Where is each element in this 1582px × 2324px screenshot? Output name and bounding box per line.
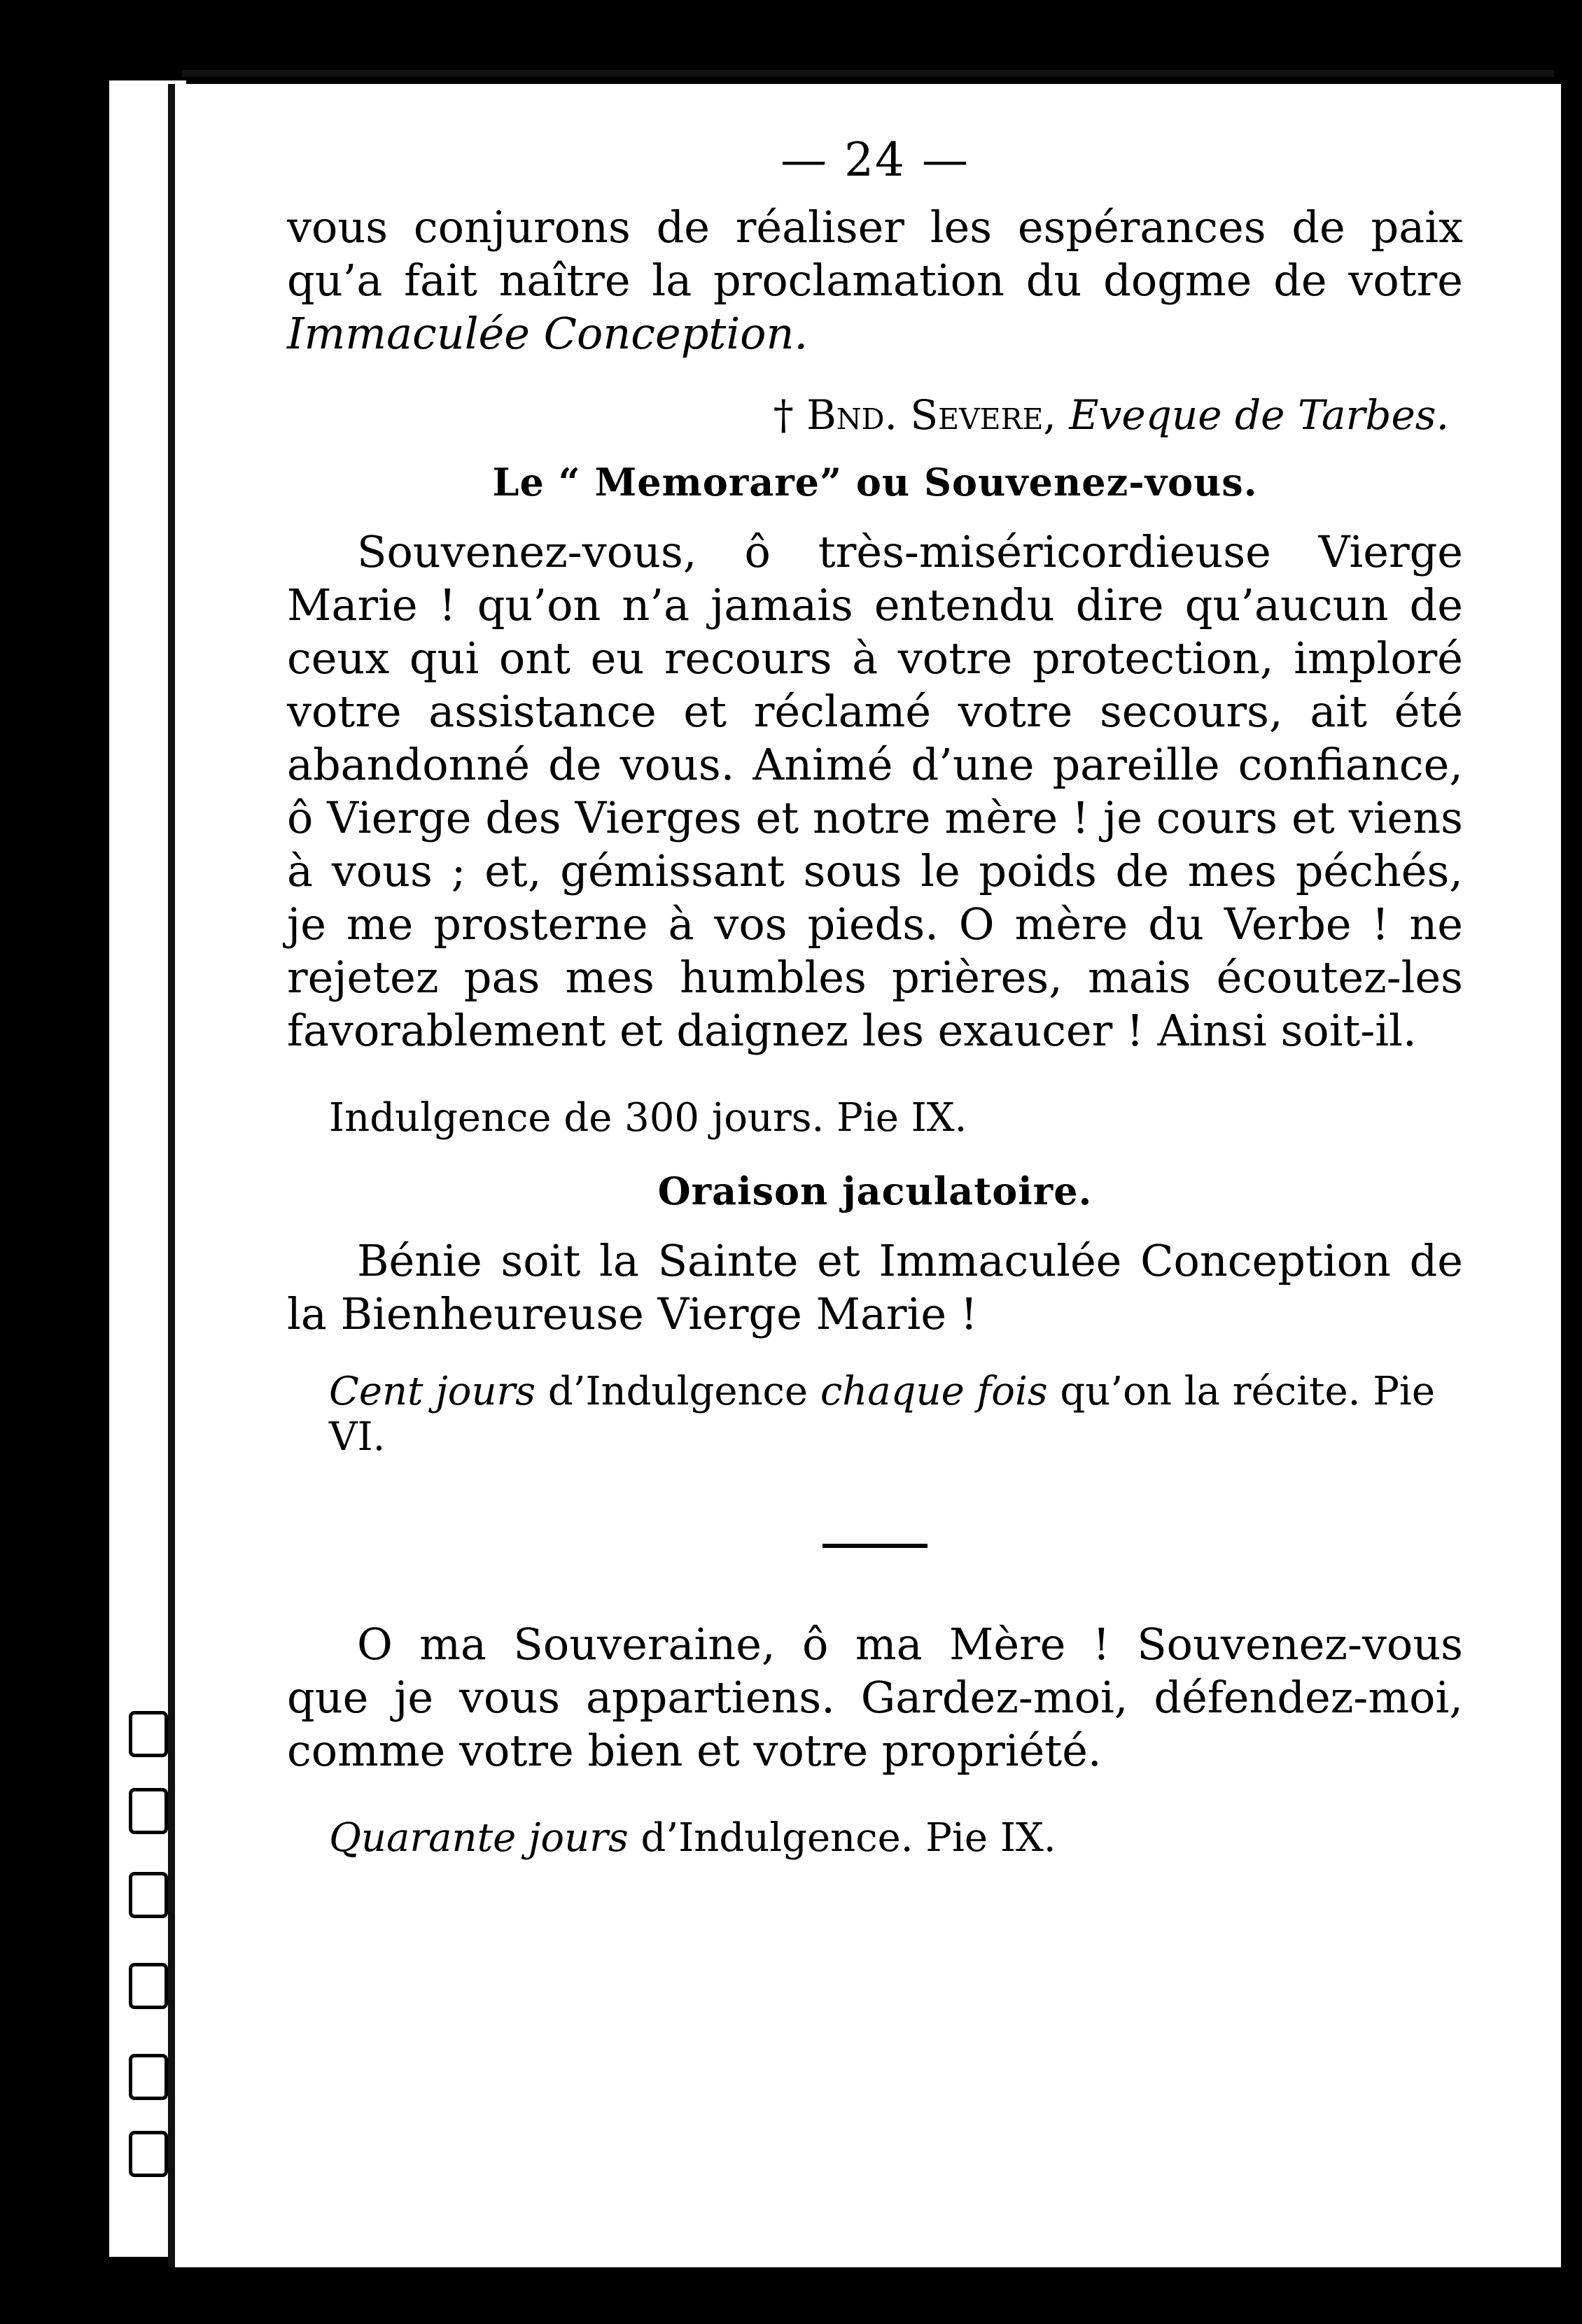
edge-mark — [129, 1711, 168, 1757]
signature — [287, 391, 1449, 439]
oraison-indulgence-part: chaque fois — [820, 1369, 1048, 1414]
souveraine-indulgence-part: Quarante jours — [329, 1815, 629, 1861]
edge-mark — [129, 1963, 168, 2009]
memorare-heading: Le “ Memorare” ou Souvenez-vous. — [492, 460, 1258, 505]
page-text — [287, 133, 1463, 1889]
edge-mark — [129, 1872, 168, 1918]
souveraine-prayer: O ma Souveraine, ô ma Mère ! Souvenez-vous que je vous appartiens. Gardez-moi, défendez-moi, comme votre bien et votre propriété. — [287, 1619, 1463, 1776]
cross-symbol: † — [773, 391, 807, 439]
oraison-indulgence — [329, 1369, 1463, 1460]
memorare-prayer: Souvenez-vous, ô très-miséricordieuse Vierge Marie ! qu’on n’a jamais entendu dire qu’aucun de ceux qui ont eu recours à votre protection, imploré votre assistance et réclamé votre secours, ait été abandonné de vous. Animé d’une pareille confiance, ô Vierge des Vierges et notre mère ! je cours et viens à vous ; et, gémissant sous le poids de mes péchés, je me prosterne à vos pieds. O mère du Verbe ! ne rejetez pas mes humbles prières, mais écoutez-les favorablement et daignez les exaucer ! Ainsi soit-il. — [287, 526, 1463, 1056]
oraison-indulgence-part: d’Indulgence — [536, 1369, 820, 1414]
oraison-heading: Oraison jaculatoire. — [657, 1169, 1093, 1213]
edge-mark — [129, 2131, 168, 2177]
edge-mark — [129, 1788, 168, 1834]
souveraine-indulgence — [329, 1815, 1463, 1861]
oraison-indulgence-part: Cent jours — [329, 1369, 536, 1414]
memorare-indulgence: Indulgence de 300 jours. Pie IX. — [329, 1095, 967, 1141]
page-number: — 24 — — [780, 133, 969, 187]
opening-emphasis: Immaculée Conception. — [287, 308, 808, 359]
signature-title: Eveque de Tarbes. — [1069, 391, 1449, 439]
edge-mark — [129, 2054, 168, 2100]
oraison-prayer: Bénie soit la Sainte et Immaculée Conception de la Bienheureuse Vierge Marie ! — [287, 1235, 1463, 1339]
souveraine-indulgence-part: d’Indulgence. Pie IX. — [628, 1815, 1056, 1861]
signature-name: Bnd. Severe, — [806, 391, 1056, 439]
opening-paragraph — [287, 201, 1463, 360]
top-rule — [182, 70, 1554, 77]
oraison-indulgence-part: qu’on la récite. Pie VI. — [329, 1369, 1435, 1460]
opening-text: vous conjurons de réaliser les espérances de paix qu’a fait naître la proclamation du dogme de votre — [287, 202, 1463, 306]
separator-rule — [822, 1544, 927, 1548]
